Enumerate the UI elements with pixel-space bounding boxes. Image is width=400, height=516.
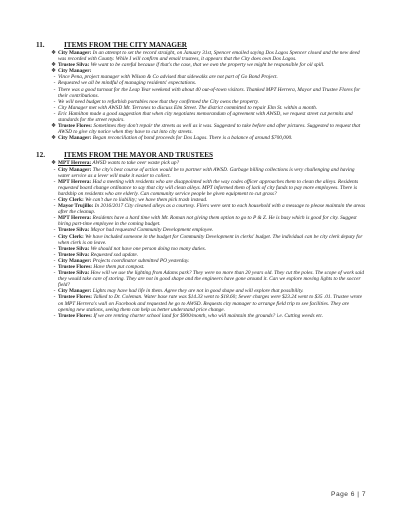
section-number: 12. bbox=[36, 151, 45, 160]
item-text: We can't due to liability; we have them pick trash instead. bbox=[83, 196, 208, 203]
dash-bullet: - bbox=[53, 312, 56, 319]
speaker-label: Trustee Silva: bbox=[58, 270, 90, 277]
item-text: We have included someone in the budget for Community Development in clerks' budget. The individual can be city clerk deputy for when clerk is on leave. bbox=[58, 233, 363, 246]
minutes-item bbox=[36, 270, 366, 288]
speaker-label: Trustee Silva: bbox=[58, 62, 90, 69]
speaker-label: City Clerk: bbox=[58, 196, 84, 203]
dash-bullet: - bbox=[53, 196, 56, 203]
dash-bullet: - bbox=[53, 166, 56, 173]
item-text: There was a good turnout for the Leap Year weekend with about 40 out-of-town visitors. Thanked MPT Herrera, Mayor and Trustee Flores for their contributions. bbox=[58, 86, 361, 99]
dash-bullet: - bbox=[53, 203, 56, 210]
dash-bullet: - bbox=[53, 86, 56, 93]
diamond-bullet-icon: ❖ bbox=[51, 68, 56, 75]
section-title: ITEMS FROM THE MAYOR AND TRUSTEES bbox=[64, 151, 214, 160]
item-body bbox=[58, 123, 366, 135]
section-heading bbox=[36, 41, 366, 50]
item-body bbox=[58, 234, 366, 246]
item-text: AWSD wants to take over waste pick up? bbox=[91, 160, 180, 167]
minutes-item bbox=[36, 313, 366, 319]
item-text: How will we use the lighting from Adams park? They were no more than 20 years old. They cut the poles. The scope of work said they would take care of storing. They are not in good shape and the engineers have gone around it. Can we explore moving lights to the soccer field? bbox=[58, 270, 364, 289]
speaker-label: City Manager: bbox=[58, 288, 92, 295]
speaker-label: Trustee Flores: bbox=[58, 264, 93, 270]
speaker-label: MPT Herrera: bbox=[58, 178, 92, 185]
minutes-item bbox=[36, 294, 366, 312]
item-text: In 2016/2017 City cleaned alleys as a courtesy. Fliers were sent to each household with a message to please maintain the areas after the cleanup. bbox=[58, 203, 366, 216]
speaker-label: Trustee Flores: bbox=[58, 312, 93, 319]
item-text: Talked to Dr. Coleman. Water base rate was $14.33 went to $18.60; Sewer charges were $23.24 went to $35 .01. Trustee wrote on MPT Herrera's wall on Facebook and requested he go to AWSD. Requests city manager to arrange field trip to see facilities. They are opening new stations, seeing them can help us better understand price change. bbox=[58, 294, 362, 313]
speaker-label: Mayor Trujillo: bbox=[58, 203, 94, 210]
dash-bullet: - bbox=[53, 270, 56, 277]
dash-bullet: - bbox=[53, 288, 56, 295]
minutes-item bbox=[36, 215, 366, 227]
speaker-label: Trustee Flores: bbox=[58, 294, 93, 301]
dash-bullet: - bbox=[53, 294, 56, 301]
item-body bbox=[58, 270, 366, 288]
item-text: Had a meeting with residents who are disappointed with the way codes officer approaches them to clean the alleys. Residents requested board change ordinance to say that city will clean alleys. MPT informed them of lack of city funds to pay more employees. There is hardship on residents who are elderly. Can community service people be given equipment to cut grass? bbox=[58, 178, 359, 197]
speaker-label: City Manager: bbox=[58, 68, 92, 75]
item-body bbox=[58, 111, 366, 123]
section-number: 11. bbox=[36, 41, 45, 49]
speaker-label: MPT Herrera: bbox=[58, 215, 92, 222]
item-text: If we are renting charter school land for $900/month, who will maintain the grounds? i.e. Cutting weeds etc. bbox=[92, 312, 324, 319]
item-body bbox=[58, 179, 366, 197]
item-body bbox=[58, 135, 366, 141]
item-body bbox=[58, 167, 366, 179]
item-text: We will need budget to refurbish portables now that they confirmed the City owns the property. bbox=[58, 98, 259, 105]
speaker-label: City Manager: bbox=[58, 166, 92, 173]
item-text: Requested sod update. bbox=[89, 251, 139, 258]
item-text: City Manager met with AWSD Mr. Terrones to discuss Elm Street. The district committed to repair Elm St. within a month. bbox=[58, 104, 318, 111]
section-title: ITEMS FROM THE CITY MANAGER bbox=[64, 41, 187, 49]
minutes-item bbox=[36, 135, 366, 141]
section-1 bbox=[36, 41, 366, 141]
minutes-item bbox=[36, 111, 366, 123]
page-number: Page 6 | 7 bbox=[331, 491, 366, 498]
speaker-label: City Manager: bbox=[58, 135, 92, 142]
item-body bbox=[58, 203, 366, 215]
dash-bullet: - bbox=[53, 245, 56, 252]
dash-bullet: - bbox=[53, 257, 56, 264]
minutes-item bbox=[36, 123, 366, 135]
speaker-label: MPT Herrera: bbox=[58, 160, 92, 167]
dash-bullet: - bbox=[53, 104, 56, 111]
speaker-label: Trustee Silva: bbox=[58, 227, 90, 234]
item-text: Residents have a hard time with Mr. Roman not giving them option to go to P & Z. He is busy which is good for city. Suggest hiring part-time employee in the coming budget. bbox=[58, 215, 357, 228]
item-body bbox=[58, 215, 366, 227]
item-text: Sometimes they don't repair the streets as well as it was. Suggested to take before and after pictures. Suggested to request that AWSD to give city notice when they have to cut into city streets. bbox=[58, 123, 361, 136]
item-text: Requested we all be mindful of managing residents' expectations. bbox=[58, 80, 197, 87]
minutes-item bbox=[36, 179, 366, 197]
item-body bbox=[58, 313, 366, 319]
dash-bullet: - bbox=[53, 227, 56, 234]
minutes-item bbox=[36, 167, 366, 179]
item-body bbox=[58, 87, 366, 99]
dash-bullet: - bbox=[53, 215, 56, 222]
item-body bbox=[58, 50, 366, 62]
speaker-label: City Clerk: bbox=[58, 233, 84, 240]
speaker-label: City Manager: bbox=[58, 257, 92, 264]
item-text: Lights may have had life in them. Agree they are not in good shape and will explore that possibility. bbox=[91, 288, 304, 295]
item-text: In an attempt to set the record straight, on January 31st, Spencer emailed saying Dos Lagos Spencer closed and the new deed was recorded with County. While I will confirm and email trustees, it appears that the City does own Dos Lagos. bbox=[58, 50, 360, 63]
item-text: Have them put compost. bbox=[92, 264, 145, 270]
item-text: Mayor had requested Community Development employee. bbox=[89, 227, 214, 234]
diamond-bullet-icon: ❖ bbox=[51, 135, 56, 142]
dash-bullet: - bbox=[53, 251, 56, 258]
dash-bullet: - bbox=[53, 98, 56, 105]
document-body bbox=[36, 41, 366, 319]
dash-bullet: - bbox=[53, 264, 56, 270]
item-text: We should not have one person doing too many duties. bbox=[89, 245, 207, 252]
speaker-label: City Manager: bbox=[58, 50, 92, 56]
minutes-item bbox=[36, 234, 366, 246]
dash-bullet: - bbox=[53, 178, 56, 185]
dash-bullet: - bbox=[53, 80, 56, 87]
section-2 bbox=[36, 151, 366, 318]
diamond-bullet-icon: ❖ bbox=[51, 160, 56, 167]
diamond-bullet-icon: ❖ bbox=[51, 123, 56, 130]
dash-bullet: - bbox=[53, 110, 56, 117]
item-text: We want to be careful because if that's the case, that we own the property we might be responsible for oil spill. bbox=[89, 62, 325, 69]
speaker-label: Trustee Silva: bbox=[58, 245, 90, 252]
item-text: The city's best course of action would be to partner with AWSD. Garbage billing collections is very challenging and having water service as a lever will make it easier to collect. bbox=[58, 166, 355, 179]
diamond-bullet-icon: ❖ bbox=[51, 62, 56, 69]
section-heading bbox=[36, 151, 366, 160]
speaker-label: Trustee Flores: bbox=[58, 123, 93, 130]
item-text: Began reconciliation of bond proceeds for Dos Lagos. There is a balance of around $700,000. bbox=[91, 135, 293, 142]
item-text: Projects coordinator submitted PO yesterday. bbox=[91, 257, 190, 264]
item-text: Eric Hamilton made a good suggestion that when city negotiates memorandum of agreement with AWSD, we request street cut permits and standards for the street repairs. bbox=[58, 110, 353, 124]
minutes-item bbox=[36, 87, 366, 99]
minutes-item bbox=[36, 50, 366, 62]
minutes-item bbox=[36, 203, 366, 215]
item-body bbox=[58, 294, 366, 312]
speaker-label: Trustee Silva: bbox=[58, 251, 90, 258]
dash-bullet: - bbox=[53, 233, 56, 240]
item-text: Vince Pena, project manager with Wilson & Co advised that sidewalks are not part of Go Bond Project. bbox=[58, 74, 278, 81]
diamond-bullet-icon: ❖ bbox=[51, 50, 56, 56]
dash-bullet: - bbox=[53, 74, 56, 81]
